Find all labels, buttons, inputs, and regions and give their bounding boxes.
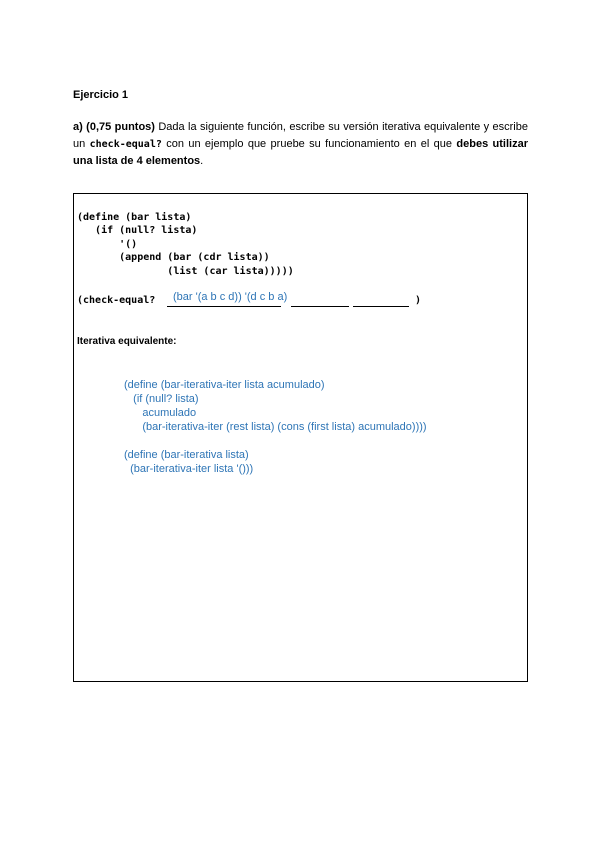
- function-code: [77, 211, 294, 278]
- iterative-label: Iterativa equivalente:: [77, 336, 177, 347]
- exercise-statement: [73, 119, 528, 170]
- check-equal-code: check-equal?: [89, 139, 162, 150]
- blank-line: [167, 306, 281, 307]
- solution-line: (define (bar-iterativa-iter lista acumulado): [124, 379, 325, 391]
- code-line: '(): [77, 238, 138, 250]
- code-line: (list (car lista))))): [77, 265, 294, 277]
- code-line: (define (bar lista): [77, 212, 192, 223]
- statement-end: .: [200, 155, 204, 167]
- blank-line: [353, 306, 409, 307]
- answer-box: [73, 193, 528, 682]
- solution-line: acumulado: [124, 407, 197, 419]
- solution-line: (bar-iterativa-iter (rest lista) (cons (first lista) acumulado)))): [124, 421, 427, 433]
- points-label: a) (0,75 puntos): [73, 121, 155, 133]
- check-equal-close: ): [415, 295, 422, 306]
- blank-line: [291, 306, 349, 307]
- code-line: (append (bar (cdr lista)): [77, 252, 270, 264]
- solution-line: (if (null? lista): [124, 393, 199, 405]
- check-equal-answer: (bar '(a b c d)) '(d c b a): [173, 291, 288, 303]
- statement-text-2: con un ejemplo que pruebe su funcionamiento en el que: [161, 138, 457, 150]
- solution-line: (bar-iterativa-iter lista '())): [124, 463, 254, 475]
- code-line: (if (null? lista): [77, 225, 198, 237]
- check-equal-line: [77, 291, 517, 310]
- statement-bold-requirement: debes utilizar una lista de 4 elementos: [73, 138, 528, 167]
- iterative-solution: [124, 378, 427, 476]
- solution-line: (define (bar-iterativa lista): [124, 449, 249, 461]
- statement-text-1: Dada la siguiente función, escribe su versión iterativa equivalente y escribe un: [73, 121, 528, 150]
- exercise-heading: Ejercicio 1: [73, 89, 129, 101]
- check-equal-label: (check-equal?: [77, 295, 156, 306]
